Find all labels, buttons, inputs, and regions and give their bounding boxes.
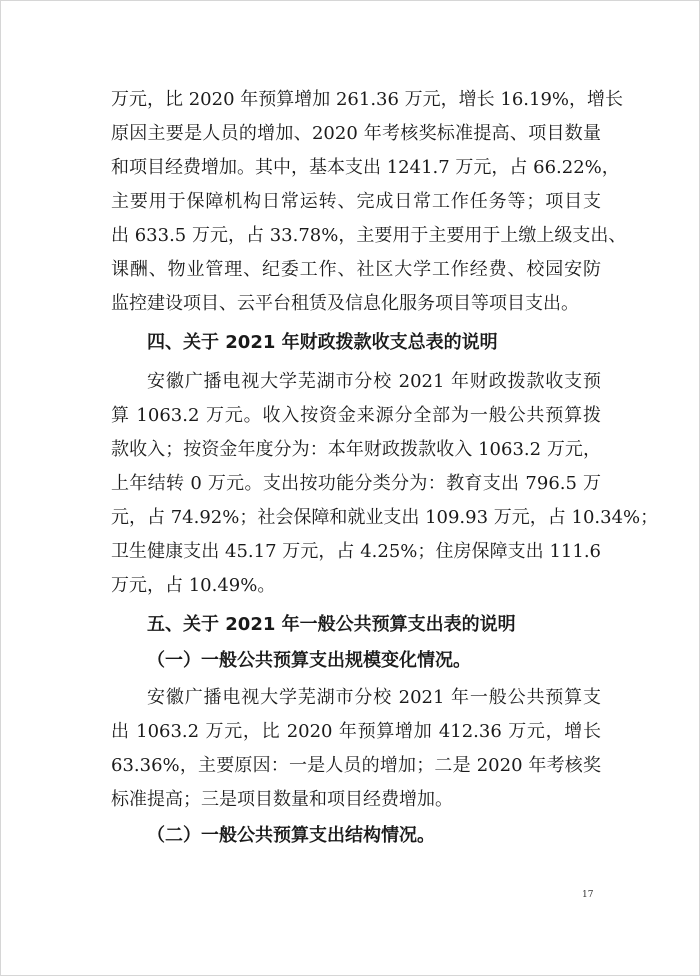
paragraph-line: 万元，占 10.49%。 [111, 575, 276, 596]
paragraph-line: 原因主要是人员的增加、2020 年考核奖标准提高、项目数量 [111, 123, 601, 144]
paragraph-line: 课酬、物业管理、纪委工作、社区大学工作经费、校园安防 [111, 259, 601, 280]
paragraph-line: 安徽广播电视大学芜湖市分校 2021 年一般公共预算支 [147, 687, 601, 708]
paragraph-line: 元，占 74.92%；社会保障和就业支出 109.93 万元，占 10.34%； [111, 507, 659, 528]
paragraph-line: 款收入；按资金年度分为：本年财政拨款收入 1063.2 万元， [111, 439, 601, 460]
paragraph-line: 标准提高；三是项目数量和项目经费增加。 [111, 789, 453, 810]
paragraph-line: 出 1063.2 万元，比 2020 年预算增加 412.36 万元，增长 [111, 721, 601, 742]
paragraph-line: 主要用于保障机构日常运转、完成日常工作任务等；项目支 [111, 191, 601, 212]
paragraph-line: 万元，比 2020 年预算增加 261.36 万元，增长 16.19%，增长 [111, 89, 624, 110]
paragraph-line: 监控建设项目、云平台租赁及信息化服务项目等项目支出。 [111, 293, 579, 314]
subsection-heading-2: （二）一般公共预算支出结构情况。 [147, 825, 435, 846]
paragraph-line: 上年结转 0 万元。支出按功能分类分为：教育支出 796.5 万 [111, 473, 601, 494]
paragraph-line: 卫生健康支出 45.17 万元，占 4.25%；住房保障支出 111.6 [111, 541, 601, 562]
paragraph-line: 安徽广播电视大学芜湖市分校 2021 年财政拨款收支预 [147, 371, 601, 392]
paragraph-line: 出 633.5 万元，占 33.78%，主要用于主要用于上缴上级支出、 [111, 225, 627, 246]
subsection-heading-1: （一）一般公共预算支出规模变化情况。 [147, 650, 471, 671]
paragraph-line: 算 1063.2 万元。收入按资金来源分全部为一般公共预算拨 [111, 405, 601, 426]
section-heading-4: 四、关于 2021 年财政拨款收支总表的说明 [147, 332, 498, 353]
section-heading-5: 五、关于 2021 年一般公共预算支出表的说明 [147, 614, 516, 635]
page-number: 17 [582, 890, 594, 900]
paragraph-line: 63.36%，主要原因：一是人员的增加；二是 2020 年考核奖 [111, 755, 601, 776]
paragraph-line: 和项目经费增加。其中，基本支出 1241.7 万元，占 66.22%， [111, 157, 620, 178]
